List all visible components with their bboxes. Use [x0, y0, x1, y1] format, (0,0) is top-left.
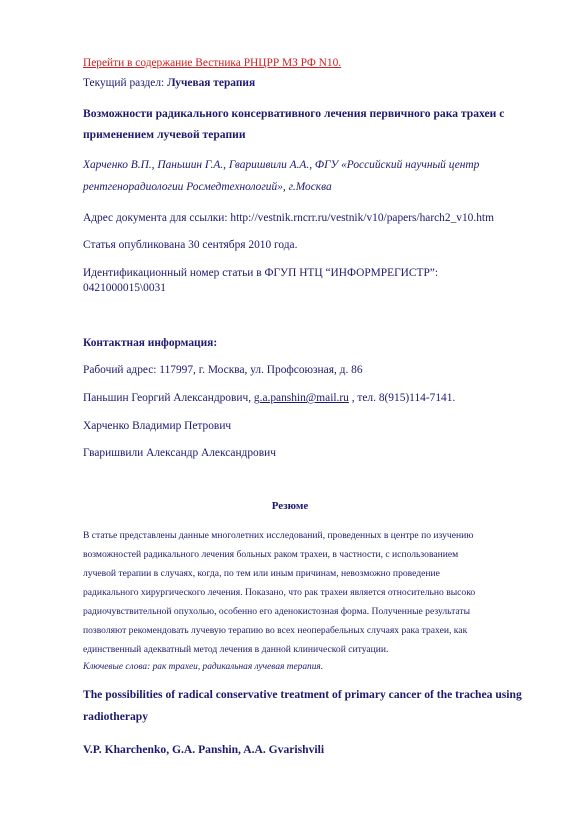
publication-date: Статья опубликована 30 сентября 2010 года.: [83, 239, 298, 251]
work-address: Рабочий адрес: 117997, г. Москва, ул. Профсоюзная, д. 86: [83, 364, 363, 376]
summary-line: радиочувствительной опухолью, особенно его аденокистозная форма. Полученные результаты: [83, 606, 471, 617]
section-prefix: Текущий раздел:: [83, 77, 168, 89]
summary-line: позволяют рекомендовать лучевую терапию во всех неоперабельных случаях рака трахеи, как: [83, 625, 468, 636]
kharchenko-contact: Харченко Владимир Петрович: [83, 420, 232, 432]
current-section: [83, 76, 255, 90]
back-to-contents-link[interactable]: Перейти в содержание Вестника РНЦРР МЗ РФ N10.: [83, 57, 342, 69]
registry-id-line-1: Идентификационный номер статьи в ФГУП НТЦ “ИНФОРМРЕГИСТР”:: [83, 267, 439, 279]
keywords: Ключевые слова: рак трахеи, радикальная лучевая терапия.: [83, 662, 324, 672]
panshin-contact: [83, 391, 455, 405]
summary-heading: Резюме: [271, 500, 309, 512]
authors-line-1: Харченко В.П., Паньшин Г.А., Гваришвили А.А., ФГУ «Российский научный центр: [83, 159, 480, 171]
panshin-name: Паньшин Георгий Александрович,: [83, 392, 254, 404]
authors-line-2: рентгенорадиологии Росмедтехнологий», г.Москва: [83, 181, 332, 193]
english-title-line-2: radiotherapy: [83, 710, 149, 723]
contacts-heading: Контактная информация:: [83, 337, 218, 349]
summary-line: лучевой терапии в случаях, когда, по тем или иным причинам, невозможно проведение: [83, 568, 440, 579]
summary-body: [83, 526, 475, 659]
registry-id-line-2: 0421000015\0031: [83, 282, 166, 294]
section-name: Лучевая терапия: [167, 77, 256, 89]
article-title-line-2: применением лучевой терапии: [83, 128, 246, 141]
summary-line: радикального хирургического лечения. Показано, что рак трахеи является относительно высоко: [83, 587, 476, 598]
english-title-line-1: The possibilities of radical conservative treatment of primary cancer of the trachea using: [83, 688, 522, 701]
gvarishvili-contact: Гваришвили Александр Александрович: [83, 447, 276, 459]
article-title-line-1: Возможности радикального консервативного лечения первичного рака трахеи с: [83, 107, 505, 120]
summary-line: единственный адекватный метод лечения в данной клинической ситуации.: [83, 644, 389, 655]
panshin-phone: , тел. 8(915)114-7141.: [348, 392, 456, 404]
document-url: Адрес документа для ссылки: http://vestnik.rncrr.ru/vestnik/v10/papers/harch2_v10.htm: [83, 212, 494, 224]
english-authors: V.P. Kharchenko, G.A. Panshin, A.A. Gvarishvili: [83, 743, 325, 756]
panshin-email-link[interactable]: g.a.panshin@mail.ru: [253, 392, 349, 404]
summary-line: В статье представлены данные многолетних исследований, проведенных в центре по изучению: [83, 530, 474, 541]
summary-line: возможностей радикального лечения больных раком трахеи, в частности, с использованием: [83, 549, 459, 560]
